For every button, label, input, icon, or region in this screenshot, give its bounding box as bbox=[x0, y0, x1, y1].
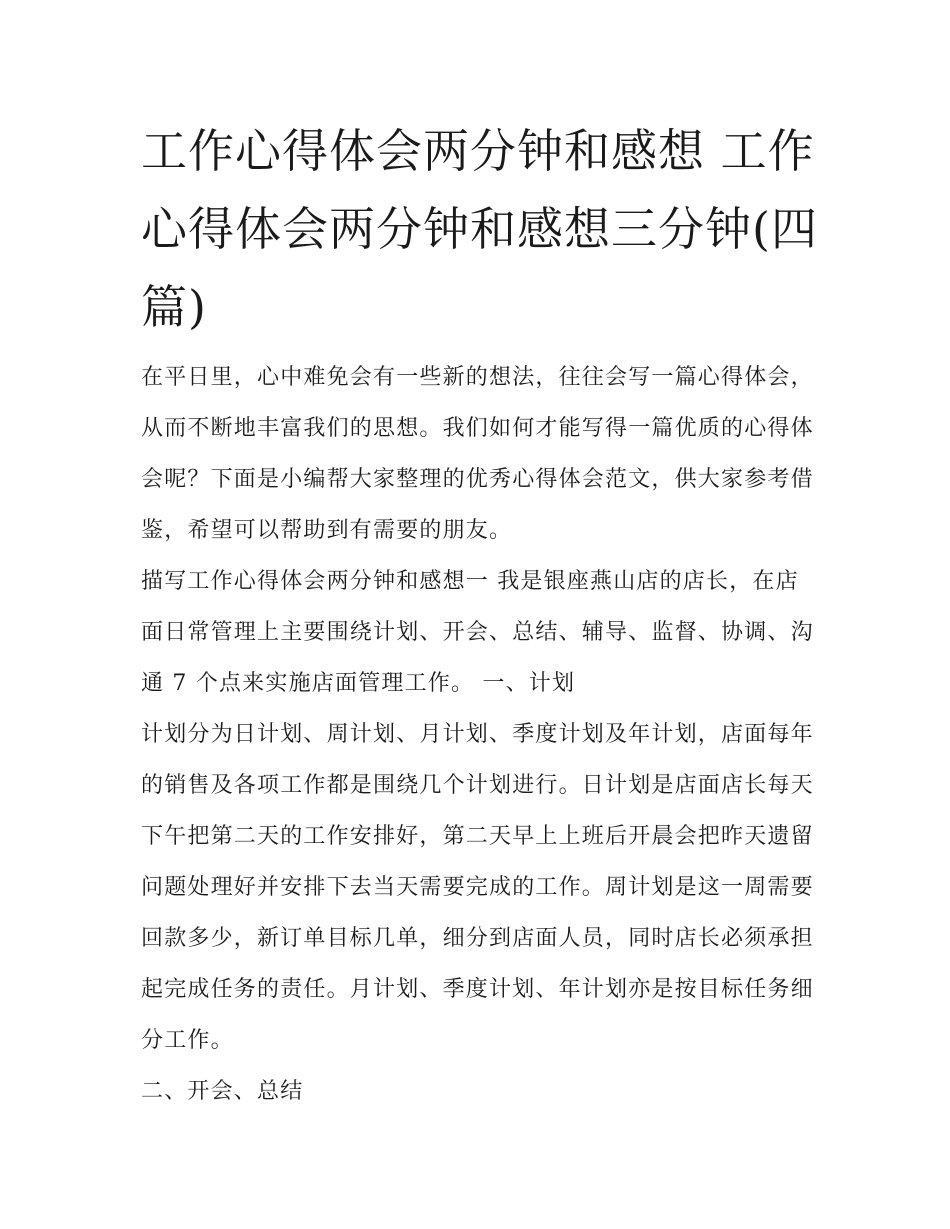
intro-paragraph: 在平日里，心中难免会有一些新的想法，往往会写一篇心得体会，从而不断地丰富我们的思想。我们如何才能写得一篇优质的心得体会呢？下面是小编帮大家整理的优秀心得体会范文，供大家参考借鉴，希望可以帮助到有需要的朋友。 bbox=[141, 365, 814, 543]
section-one-paragraph: 描写工作心得体会两分钟和感想一 我是银座燕山店的店长，在店面日常管理上主要围绕计划、开会、总结、辅导、监督、协调、沟通 7 个点来实施店面管理工作。 一、计划 bbox=[141, 569, 814, 696]
section-two-heading: 二、开会、总结 bbox=[141, 1079, 304, 1104]
plan-paragraph: 计划分为日计划、周计划、月计划、季度计划及年计划，店面每年的销售及各项工作都是围绕几个计划进行。日计划是店面店长每天下午把第二天的工作安排好，第二天早上上班后开晨会把昨天遗留问题处理好并安排下去当天需要完成的工作。周计划是这一周需要回款多少，新订单目标几单，细分到店面人员，同时店长必须承担起完成任务的责任。月计划、季度计划、年计划亦是按目标任务细分工作。 bbox=[141, 722, 814, 1053]
document-title: 工作心得体会两分钟和感想 工作心得体会两分钟和感想三分钟(四篇) bbox=[141, 124, 818, 334]
document-body bbox=[141, 112, 821, 1117]
